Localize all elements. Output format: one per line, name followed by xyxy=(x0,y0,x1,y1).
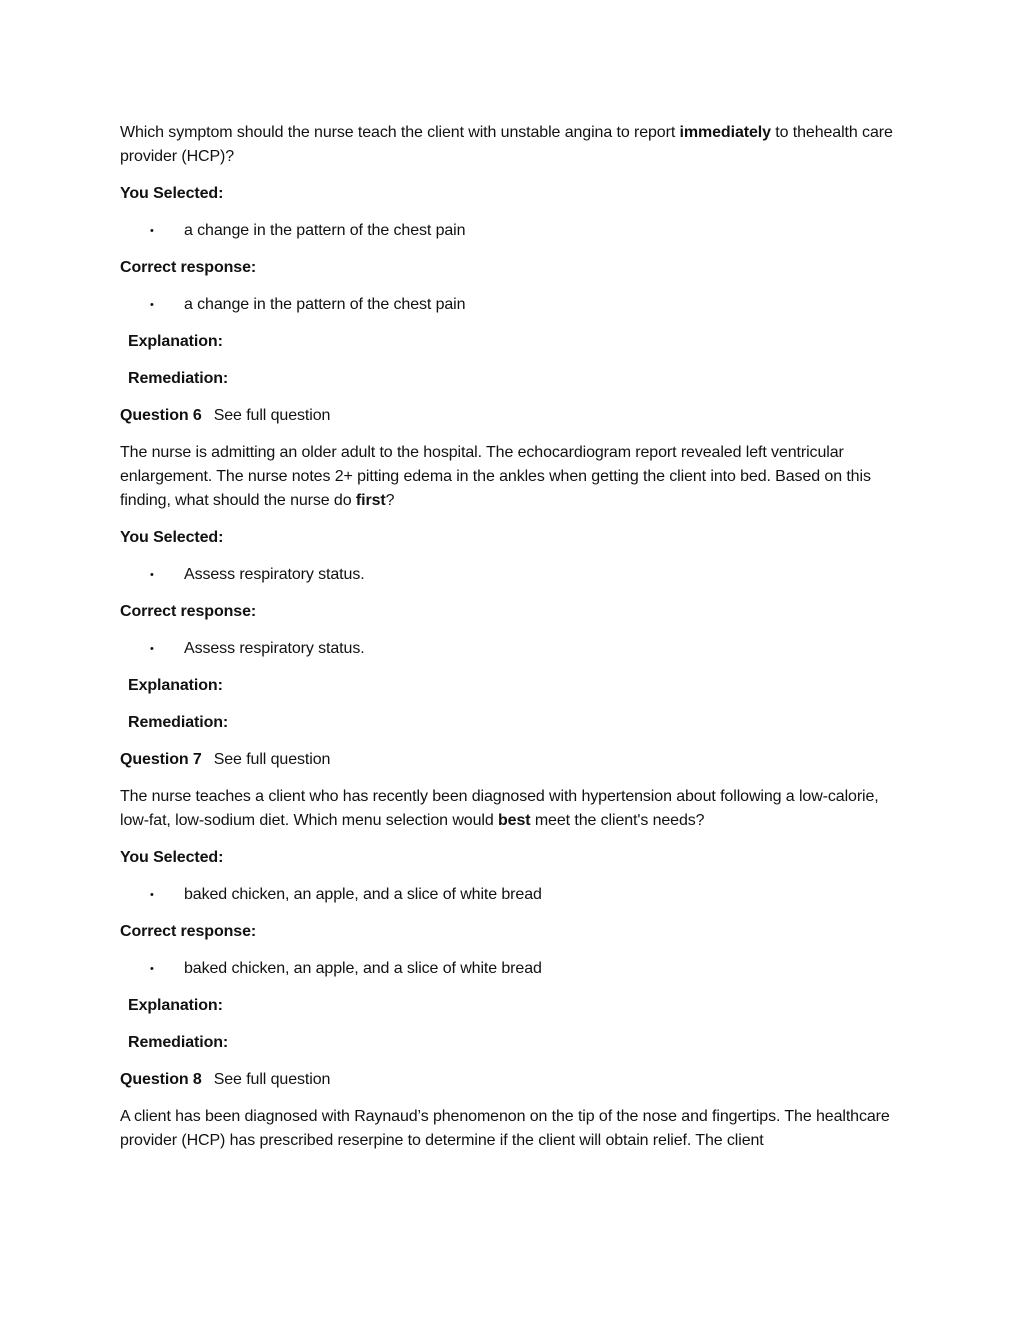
bullet-icon: • xyxy=(150,889,154,901)
correct-answer: • a change in the pattern of the chest pain xyxy=(120,293,910,317)
you-selected-label: You Selected: xyxy=(120,849,224,866)
correct-answer: • Assess respiratory status. xyxy=(120,637,910,661)
see-full-question-link[interactable]: See full question xyxy=(213,751,331,768)
selected-answer: • a change in the pattern of the chest pain xyxy=(120,219,910,243)
bullet-icon: • xyxy=(150,569,154,581)
question-header xyxy=(120,404,910,428)
remediation-label: Remediation: xyxy=(128,714,229,731)
see-full-question-link[interactable]: See full question xyxy=(213,1071,331,1088)
remediation-label: Remediation: xyxy=(128,1034,229,1051)
you-selected-label: You Selected: xyxy=(120,529,224,546)
explanation-label: Explanation: xyxy=(128,997,223,1014)
bullet-icon: • xyxy=(150,643,154,655)
question-stem: A client has been diagnosed with Raynaud’s phenomenon on the tip of the nose and fingertips. The healthcare provider (HCP) has prescribed reserpine to determine if the client will obtain relief. The client xyxy=(120,1108,890,1149)
selected-answer: • Assess respiratory status. xyxy=(120,563,910,587)
you-selected-label: You Selected: xyxy=(120,185,224,202)
correct-response-label: Correct response: xyxy=(120,603,257,620)
bullet-icon: • xyxy=(150,299,154,311)
correct-response-label: Correct response: xyxy=(120,259,257,276)
see-full-question-link[interactable]: See full question xyxy=(213,407,331,424)
bullet-icon: • xyxy=(150,225,154,237)
selected-answer: • baked chicken, an apple, and a slice of white bread xyxy=(120,883,910,907)
explanation-label: Explanation: xyxy=(128,333,223,350)
question-stem: Which symptom should the nurse teach the client with unstable angina to report immediately to thehealth care provider (HCP)? xyxy=(120,124,893,165)
correct-answer: • baked chicken, an apple, and a slice of white bread xyxy=(120,957,910,981)
question-number: Question 7 xyxy=(120,751,202,768)
correct-response-label: Correct response: xyxy=(120,923,257,940)
bullet-icon: • xyxy=(150,963,154,975)
question-number: Question 8 xyxy=(120,1071,202,1088)
question-stem: The nurse is admitting an older adult to the hospital. The echocardiogram report revealed left ventricular enlargement. The nurse notes 2+ pitting edema in the ankles when getting the client into bed. Based on this finding, what should the nurse do first? xyxy=(120,444,871,509)
remediation-label: Remediation: xyxy=(128,370,229,387)
question-number: Question 6 xyxy=(120,407,202,424)
question-header xyxy=(120,1068,910,1092)
explanation-label: Explanation: xyxy=(128,677,223,694)
question-stem: The nurse teaches a client who has recently been diagnosed with hypertension about following a low-calorie, low-fat, low-sodium diet. Which menu selection would best meet the client's needs? xyxy=(120,788,879,829)
question-header xyxy=(120,748,910,772)
document-page xyxy=(120,121,910,1166)
